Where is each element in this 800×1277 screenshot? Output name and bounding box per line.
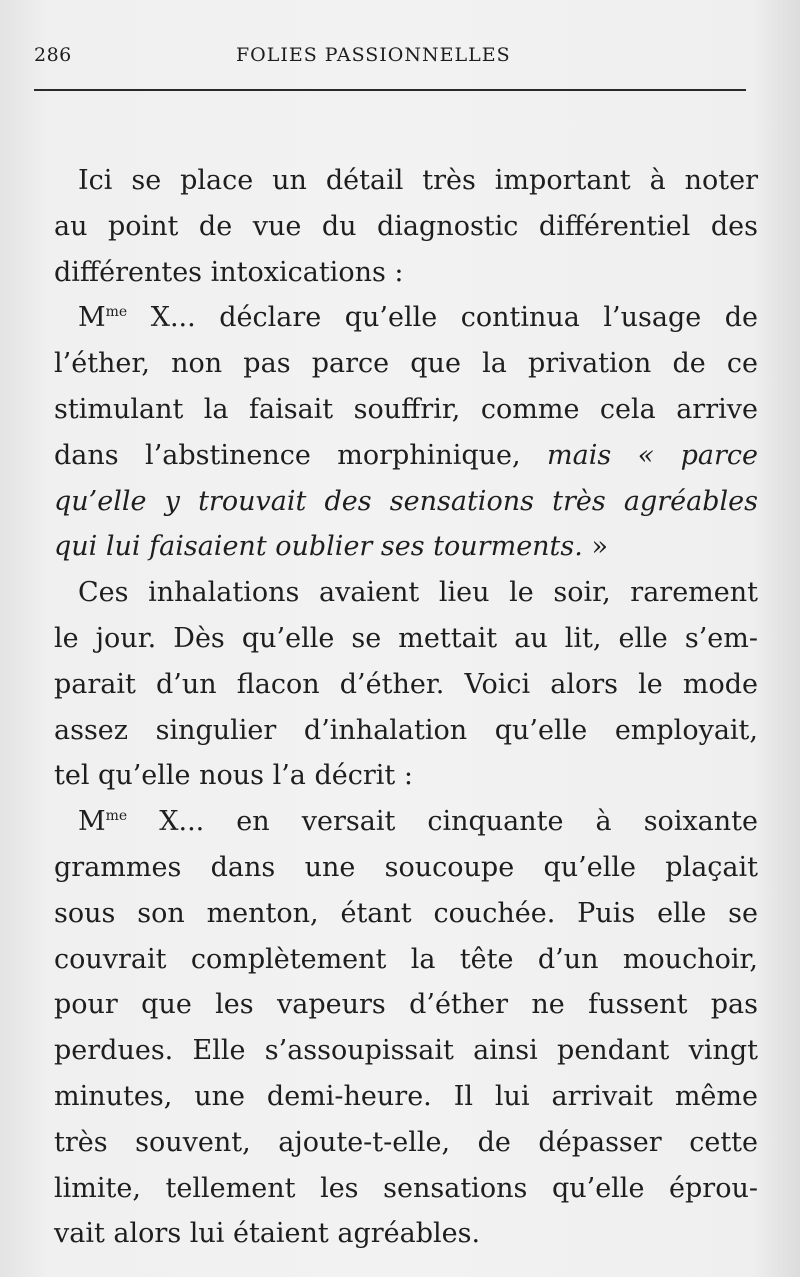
- text-line: Ici se place un détail très important à noter: [78, 165, 758, 196]
- text-line: différentes intoxications :: [54, 256, 404, 288]
- text-line: $M^{me}$ X... en versait cinquante à soixante: [78, 806, 758, 838]
- text-line: perdues. Elle s’assoupissait ainsi pendant vingt: [54, 1035, 758, 1067]
- text-line: Ces inhalations avaient lieu le soir, rarement: [78, 577, 758, 609]
- text-line: dans l’abstinence morphinique, mais « parce: [54, 439, 758, 471]
- abbr-madame: $M^{me}$: [78, 806, 128, 838]
- text-line: très souvent, ajoute-t-elle, de dépasser cette: [54, 1126, 758, 1158]
- page-number: 286: [34, 44, 72, 66]
- text-line: vait alors lui étaient agréables.: [54, 1218, 481, 1250]
- text-line: le jour. Dès qu’elle se mettait au lit, elle s’em-: [54, 622, 758, 654]
- text-line: l’éther, non pas parce que la privation de ce: [54, 348, 758, 380]
- body-text: [54, 158, 758, 1257]
- italic-quote: mais « parce: [547, 439, 758, 471]
- text-line: qui lui faisaient oublier ses tourments. »: [54, 531, 608, 563]
- text-line: stimulant la faisait souffrir, comme cela arrive: [54, 393, 758, 425]
- page-header: [30, 44, 750, 74]
- text-line: assez singulier d’inhalation qu’elle employait,: [54, 714, 758, 746]
- italic-quote: qui lui faisaient oublier ses tourments.: [54, 531, 583, 563]
- text-line: parait d’un flacon d’éther. Voici alors le mode: [54, 668, 758, 700]
- text-line: couvrait complètement la tête d’un mouchoir,: [54, 943, 758, 975]
- header-rule: [34, 89, 746, 91]
- text-line: limite, tellement les sensations qu’elle éprou-: [54, 1172, 758, 1204]
- text-line: $M^{me}$ X... déclare qu’elle continua l’usage de: [78, 302, 758, 334]
- running-title: FOLIES PASSIONNELLES: [236, 44, 511, 66]
- text-line: sous son menton, étant couchée. Puis elle se: [54, 897, 758, 929]
- text-line: au point de vue du diagnostic différentiel des: [54, 210, 758, 242]
- text-line: pour que les vapeurs d’éther ne fussent pas: [54, 989, 758, 1021]
- text-line: tel qu’elle nous l’a décrit :: [54, 760, 413, 792]
- text-line: grammes dans une soucoupe qu’elle plaçait: [54, 851, 758, 883]
- text-line: qu’elle y trouvait des sensations très agréables: [54, 485, 758, 517]
- text-line: minutes, une demi-heure. Il lui arrivait même: [54, 1080, 758, 1112]
- abbr-madame: $M^{me}$: [78, 302, 128, 334]
